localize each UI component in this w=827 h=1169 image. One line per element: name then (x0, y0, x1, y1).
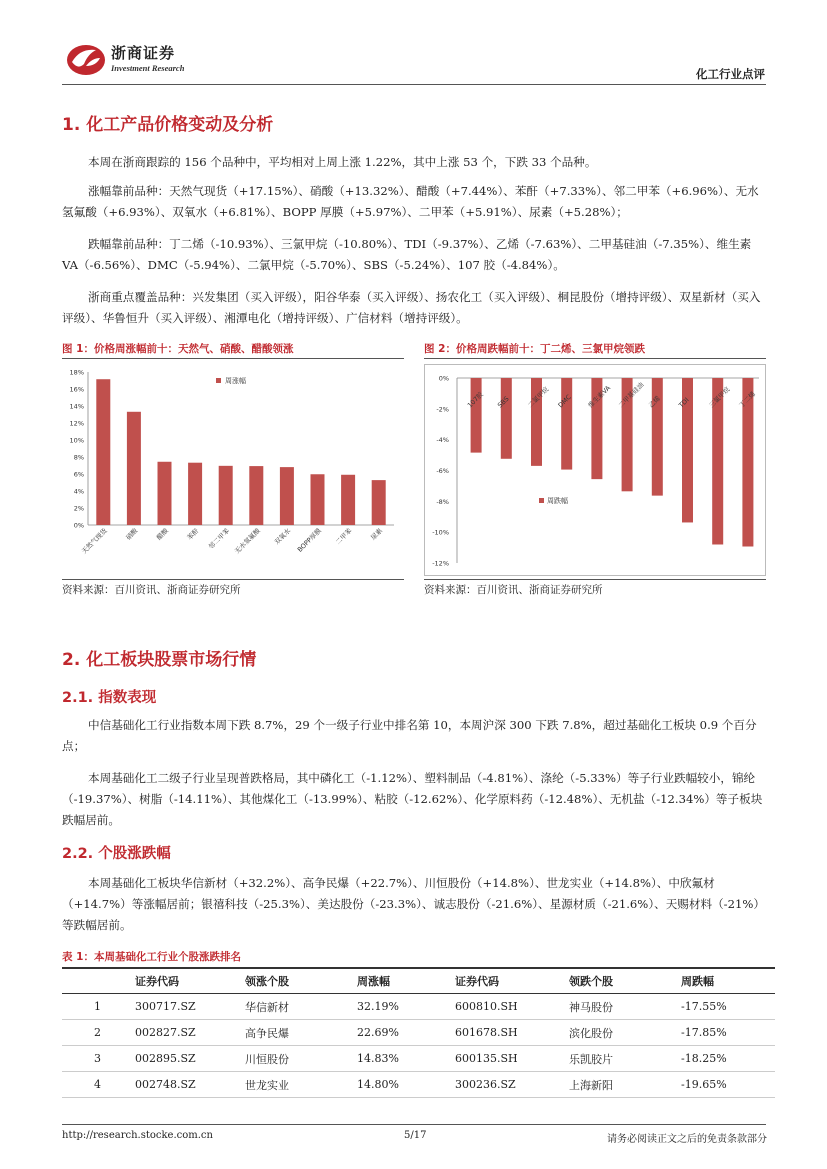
loser-name-cell: 滨化股份 (568, 1020, 680, 1046)
x-tick-label: 107胶 (465, 390, 485, 410)
x-tick-label: 双氧水 (272, 526, 293, 547)
figure-2-caption: 图 2：价格周跌幅前十：丁二烯、三氯甲烷领跌 (424, 343, 645, 355)
company-logo-icon (66, 40, 106, 76)
legend-label: 周跌幅 (547, 497, 568, 505)
stock-moves-paragraph: 本周基础化工板块华信新材（+32.2%）、高争民爆（+22.7%）、川恒股份（+14.8%）、世龙实业（+14.8%）、中欣氟材（+14.7%）等涨幅居前；银禧科技（-25.3%）、美达股份（-23.3%）、诚志股份（-21.6%）、星源材质（-21.6%）、天赐材料（-21%）等跌幅居前。 (62, 876, 765, 932)
y-tick-label: 10% (69, 436, 84, 445)
x-tick-label: 二甲苯 (334, 526, 354, 547)
gainer-name-cell: 华信新材 (244, 994, 356, 1020)
header-loser-name: 领跌个股 (568, 968, 680, 994)
x-tick-label: 苯酐 (185, 526, 201, 542)
bar-天然气现货 (96, 379, 110, 525)
figure-1-bottom-rule (62, 579, 404, 580)
gainer-code-cell: 002895.SZ (134, 1046, 244, 1072)
figure-2-bottom-rule (424, 579, 766, 580)
header-gainer-name: 领涨个股 (244, 968, 356, 994)
bar-SBS (501, 378, 512, 459)
gain-pct-cell: 32.19% (356, 994, 454, 1020)
legend-swatch (216, 378, 221, 383)
rank-cell: 2 (62, 1020, 134, 1046)
legend-swatch (539, 498, 544, 503)
legend-label: 周涨幅 (225, 377, 246, 385)
page-number: 5/17 (404, 1130, 427, 1141)
loss-pct-cell: -17.55% (680, 994, 775, 1020)
x-tick-label: 丁二烯 (737, 389, 758, 410)
subsection-2-2-title: 2.2. 个股涨跌幅 (62, 846, 171, 862)
bar-二甲苯 (341, 475, 355, 525)
gainer-name-cell: 高争民爆 (244, 1020, 356, 1046)
bar-107胶 (471, 378, 482, 453)
loss-pct-cell: -19.65% (680, 1072, 775, 1098)
y-tick-label: 0% (73, 521, 84, 530)
loss-pct-cell: -18.25% (680, 1046, 775, 1072)
section-1-losers: 跌幅靠前品种：丁二烯（-10.93%）、三氯甲烷（-10.80%）、TDI（-9.37%）、乙烯（-7.63%）、二甲基硅油（-7.35%）、维生素 VA（-6.56%）、DMC（-5.94%）、二氯甲烷（-5.70%）、SBS（-5.24%）、107 胶（-4.84%）。 (62, 237, 752, 272)
table-header-row (62, 968, 775, 994)
gainer-name-cell: 世龙实业 (244, 1072, 356, 1098)
x-tick-label: 硝酸 (124, 526, 140, 542)
index-performance-paragraph-2: 本周基础化工二级子行业呈现普跌格局，其中磷化工（-1.12%）、塑料制品（-4.81%）、涤纶（-5.33%）等子行业跌幅较小，锦纶（-19.37%）、树脂（-14.11%）、其他煤化工（-13.99%）、粘胶（-12.62%）、化学原料药（-12.48%）、无机盐（-12.34%）等子板块跌幅居前。 (62, 771, 763, 827)
section-1-gainers: 涨幅靠前品种：天然气现货（+17.15%）、硝酸（+13.32%）、醋酸（+7.44%）、苯酐（+7.33%）、邻二甲苯（+6.96%）、无水氢氟酸（+6.93%）、双氧水（+6.81%）、BOPP 厚膜（+5.97%）、二甲苯（+5.91%）、尿素（+5.28%）； (62, 184, 759, 219)
x-tick-label: 天然气现货 (80, 526, 109, 556)
x-tick-label: 无水氢氟酸 (233, 526, 262, 556)
x-tick-label: 二甲基硅油 (616, 380, 646, 410)
y-tick-label: 6% (73, 470, 84, 479)
gainer-code-cell: 002748.SZ (134, 1072, 244, 1098)
price-loss-chart (424, 364, 766, 576)
x-tick-label: DMC (556, 393, 573, 410)
section-1-summary: 本周在浙商跟踪的 156 个品种中，平均相对上周上涨 1.22%，其中上涨 53 个，下跌 33 个品种。 (88, 155, 597, 169)
section-2-title: 2. 化工板块股票市场行情 (62, 650, 257, 670)
y-tick-label: 8% (73, 453, 84, 462)
rank-cell: 4 (62, 1072, 134, 1098)
footer-divider (62, 1124, 766, 1125)
y-tick-label: -6% (436, 467, 449, 475)
bar-苯酐 (188, 463, 202, 525)
y-tick-label: -2% (436, 405, 449, 414)
y-tick-label: 14% (69, 402, 84, 411)
gain-pct-cell: 22.69% (356, 1020, 454, 1046)
table-row (62, 1072, 775, 1098)
gainer-code-cell: 300717.SZ (134, 994, 244, 1020)
section-1-coverage: 浙商重点覆盖品种：兴发集团（买入评级），阳谷华泰（买入评级）、扬农化工（买入评级）、桐昆股份（增持评级）、双星新材（买入评级）、华鲁恒升（买入评级）、湘潭电化（增持评级）、广信材料（增持评级）。 (62, 290, 761, 325)
loser-code-cell: 601678.SH (454, 1020, 568, 1046)
bar-BOPP厚膜 (311, 474, 325, 525)
bar-DMC (561, 378, 572, 470)
loser-code-cell: 600810.SH (454, 994, 568, 1020)
subsection-2-1-title: 2.1. 指数表现 (62, 690, 157, 706)
header-divider (62, 84, 766, 85)
index-performance-paragraph-1: 中信基础化工行业指数本周下跌 8.7%，29 个一级子行业中排名第 10，本周沪深 300 下跌 7.8%，超过基础化工板块 0.9 个百分点； (62, 718, 757, 753)
gain-pct-cell: 14.83% (356, 1046, 454, 1072)
x-tick-label: 三氯甲烷 (707, 385, 732, 410)
loser-name-cell: 神马股份 (568, 994, 680, 1020)
y-tick-label: -4% (436, 436, 449, 445)
brand-name-en: Investment Research (111, 63, 185, 73)
table-row (62, 1020, 775, 1046)
x-tick-label: 乙烯 (647, 394, 662, 410)
table-row (62, 1046, 775, 1072)
stock-ranking-table (62, 967, 775, 1098)
header-rank (62, 968, 134, 994)
figure-2-caption-rule (424, 358, 766, 359)
rank-cell: 1 (62, 994, 134, 1020)
y-tick-label: 4% (73, 487, 84, 496)
loser-name-cell: 上海新阳 (568, 1072, 680, 1098)
price-gain-chart (62, 364, 404, 576)
brand-name-cn: 浙商证券 (111, 44, 176, 62)
bar-无水氢氟酸 (249, 466, 263, 525)
x-tick-label: BOPP厚膜 (295, 526, 323, 554)
rank-cell: 3 (62, 1046, 134, 1072)
header-loss-pct: 周跌幅 (680, 968, 775, 994)
bar-邻二甲苯 (219, 466, 233, 525)
figure-1-source: 资料来源：百川资讯、浙商证券研究所 (62, 584, 241, 596)
gainer-name-cell: 川恒股份 (244, 1046, 356, 1072)
bar-双氧水 (280, 467, 294, 525)
footer-disclaimer: 请务必阅读正文之后的免责条款部分 (607, 1134, 767, 1145)
gain-pct-cell: 14.80% (356, 1072, 454, 1098)
footer-url[interactable]: http://research.stocke.com.cn (62, 1130, 213, 1141)
figure-2-source: 资料来源：百川资讯、浙商证券研究所 (424, 584, 603, 596)
figure-1-caption-rule (62, 358, 404, 359)
y-tick-label: -12% (432, 559, 449, 568)
bar-醋酸 (158, 462, 172, 525)
y-tick-label: 2% (73, 504, 84, 513)
header-gainer-code: 证券代码 (134, 968, 244, 994)
header-loser-code: 证券代码 (454, 968, 568, 994)
y-tick-label: 12% (69, 419, 84, 428)
x-tick-label: 尿素 (369, 526, 385, 542)
table-row (62, 994, 775, 1020)
figure-1-caption: 图 1：价格周涨幅前十：天然气、硝酸、醋酸领涨 (62, 343, 294, 355)
x-tick-label: 醋酸 (155, 526, 170, 542)
table-1-caption: 表 1：本周基础化工行业个股涨跌排名 (62, 951, 241, 963)
loser-code-cell: 300236.SZ (454, 1072, 568, 1098)
loser-code-cell: 600135.SH (454, 1046, 568, 1072)
gainer-code-cell: 002827.SZ (134, 1020, 244, 1046)
y-tick-label: 0% (438, 374, 449, 383)
loser-name-cell: 乐凯胶片 (568, 1046, 680, 1072)
loss-pct-cell: -17.85% (680, 1020, 775, 1046)
x-tick-label: 二氯甲烷 (526, 385, 551, 410)
y-tick-label: -8% (436, 497, 449, 506)
x-tick-label: TDI (677, 396, 691, 410)
y-tick-label: -10% (432, 528, 449, 537)
bar-尿素 (372, 480, 386, 525)
x-tick-label: 维生素VA (586, 383, 613, 410)
y-tick-label: 18% (69, 368, 84, 377)
document-type: 化工行业点评 (696, 67, 765, 81)
x-tick-label: 邻二甲苯 (207, 526, 232, 551)
x-tick-label: SBS (496, 394, 511, 410)
section-1-title: 1. 化工产品价格变动及分析 (62, 115, 274, 135)
header-gain-pct: 周涨幅 (356, 968, 454, 994)
bar-硝酸 (127, 412, 141, 525)
y-tick-label: 16% (69, 385, 84, 394)
